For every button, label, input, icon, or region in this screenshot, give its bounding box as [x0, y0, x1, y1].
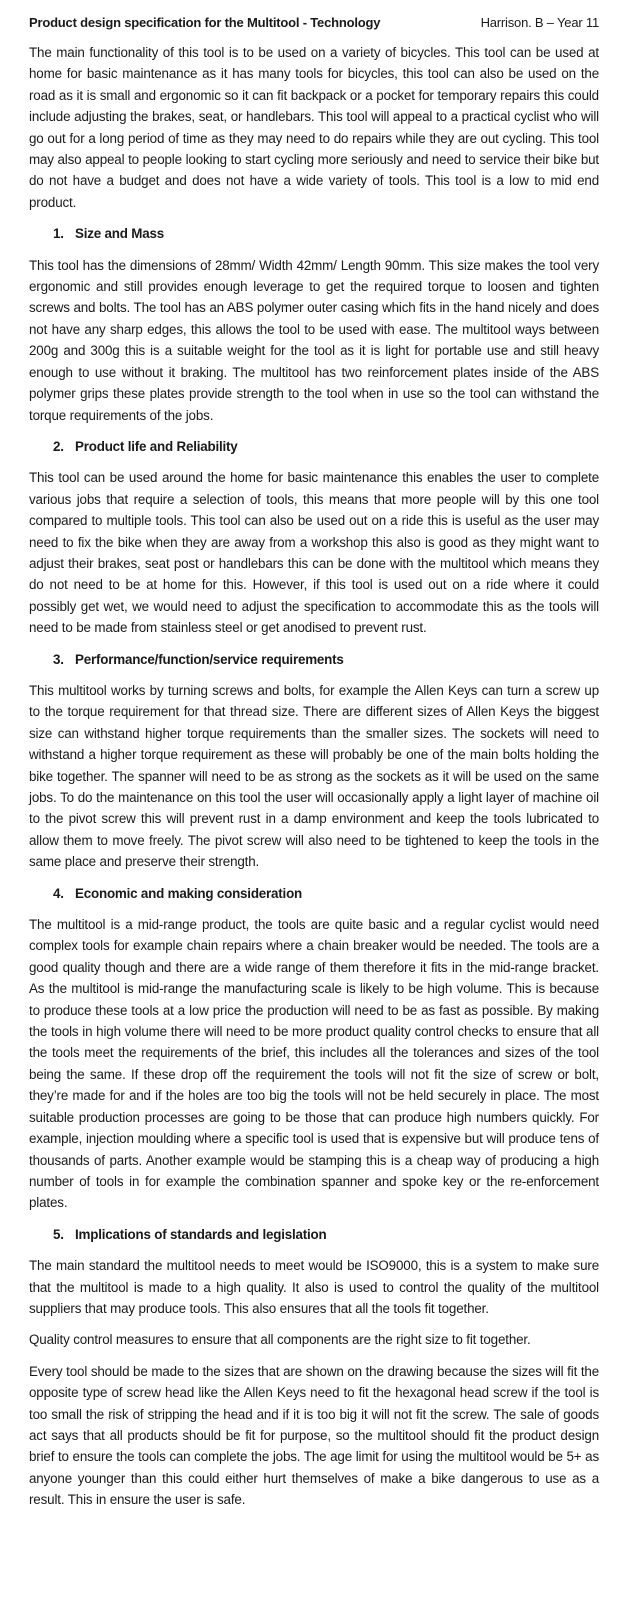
section-number: 5. [53, 1226, 64, 1242]
section-paragraph: This tool has the dimensions of 28mm/ Width 42mm/ Length 90mm. This size makes the tool very ergonomic and still provides enough leverage to get the required torque to loosen and tighten screws and bolts. The tool has an ABS polymer outer casing which fits in the hand nicely and does not have any sharp edges, this allows the tool to be used with ease. The multitool ways between 200g and 300g this is a suitable weight for the tool as it is light for portable use and still heavy enough to use without it braking. The multitool has two reinforcement plates inside of the ABS polymer grips these plates provide strength to the tool when in use so the tool can withstand the torque requirements of the jobs. [29, 257, 599, 423]
section-title: Economic and making consideration [75, 885, 303, 901]
author-label: Harrison. B – Year 11 [480, 15, 599, 30]
section-number: 1. [53, 226, 64, 242]
section-paragraph: The multitool is a mid-range product, the tools are quite basic and a regular cyclist would need complex tools for example chain repairs where a chain breaker would be needed. The tools are a good quality though and there are a wide range of them therefore it fits in the mid-range bracket. As the multitool is mid-range the manufacturing scale is likely to be high volume. This is because to produce these tools at a low price the production will need to be as fast as possible. By making the tools in high volume there will need to be more product quality control checks to ensure that all the tools meet the requirements of the brief, this includes all the tolerances and sizes of the tool being the same. If these drop off the requirement the tools will not fit the size of screw or bolt, they’re made for and if the holes are too big the tools will not be held securely in place. The most suitable production processes are going to be those that can produce high numbers quickly. For example, injection moulding where a specific tool is used that is expensive but will produce tens of thousands of parts. Another example would be stamping this is a cheap way of producing a high number of tools in for example the combination spanner and spoke key or the re-enforcement plates. [29, 917, 599, 1211]
section-title: Size and Mass [75, 226, 164, 242]
section-heading [29, 1224, 599, 1245]
section-product-life [29, 436, 599, 639]
document-title: Product design specification for the Multitool - Technology [29, 15, 381, 30]
section-paragraph: Quality control measures to ensure that all components are the right size to fit together. [29, 1332, 531, 1348]
section-paragraph: Every tool should be made to the sizes that are shown on the drawing because the sizes will fit the opposite type of screw head like the Allen Keys need to fit the hexagonal head screw if the tool is too small the risk of stripping the head and if it is too big it will not fit the screw. The sale of goods act says that all products should be fit for purpose, so the multitool should fit the product design brief to ensure the tools can complete the jobs. The age limit for using the multitool would be 5+ as anyone younger than this could either hurt themselves of make a bike dangerous to use as a result. This in ensure the user is safe. [29, 1363, 599, 1508]
section-number: 3. [53, 651, 64, 667]
page-header [29, 12, 599, 34]
section-standards [29, 1224, 599, 1511]
section-heading [29, 436, 599, 457]
section-title: Performance/function/service requirements [75, 651, 344, 667]
section-paragraph: This multitool works by turning screws and bolts, for example the Allen Keys can turn a screw up to the torque requirement for that thread size. There are different sizes of Allen Keys the biggest size can withstand higher torque requirements than the smaller sizes. The sockets will need to withstand a higher torque requirement as these will probably be one of the main bolts holding the bike together. The spanner will need to be as strong as the sockets as it will be used on the same jobs. To do the maintenance on this tool the user will occasionally apply a light layer of machine oil to the pivot screw this will prevent rust in a damp environment and keep the tools lubricated to allow them to move freely. The pivot screw will also need to be tightened to keep the tools in the same place and preserve their strength. [29, 682, 599, 870]
section-heading [29, 883, 599, 904]
section-title: Implications of standards and legislation [75, 1226, 327, 1242]
section-title: Product life and Reliability [75, 438, 238, 454]
section-paragraph: The main standard the multitool needs to meet would be ISO9000, this is a system to make sure that the multitool is made to a high quality. It also is used to control the quality of the multitool suppliers that may produce tools. This also ensures that all the tools fit together. [29, 1258, 599, 1316]
section-paragraph: This tool can be used around the home for basic maintenance this enables the user to complete various jobs that require a selection of tools, this means that more people will by this one tool compared to multiple tools. This tool can also be used out on a ride this is useful as the user may need to fix the bike when they are away from a workshop this also is good as they might want to adjust their brakes, seat post or handlebars this can be done with the multitool which means they do not need to be at home for this. However, if this tool is used out on a ride where it could possibly get wet, we would need to adjust the specification to accommodate this as the tools will need to be made from stainless steel or get anodised to prevent rust. [29, 470, 599, 636]
section-performance [29, 649, 599, 873]
document-page [29, 12, 599, 1521]
section-heading [29, 649, 599, 670]
intro-paragraph: The main functionality of this tool is to be used on a variety of bicycles. This tool can be used at home for basic maintenance as it has many tools for bicycles, this tool can also be used on the road as it is small and ergonomic so it can fit backpack or a pocket for temporary repairs this could include adjusting the brakes, seat, or handlebars. This tool will appeal to a practical cyclist who will go out for a long period of time as they may need to do repairs while they are out cycling. This tool may also appeal to people looking to start cycling more seriously and need to service their bike but do not have a budget and does not have a wide variety of tools. This tool is a low to mid end product. [29, 45, 599, 210]
section-heading [29, 223, 599, 244]
section-size-and-mass [29, 223, 599, 426]
section-number: 2. [53, 438, 64, 454]
section-number: 4. [53, 885, 64, 901]
section-economic [29, 883, 599, 1214]
